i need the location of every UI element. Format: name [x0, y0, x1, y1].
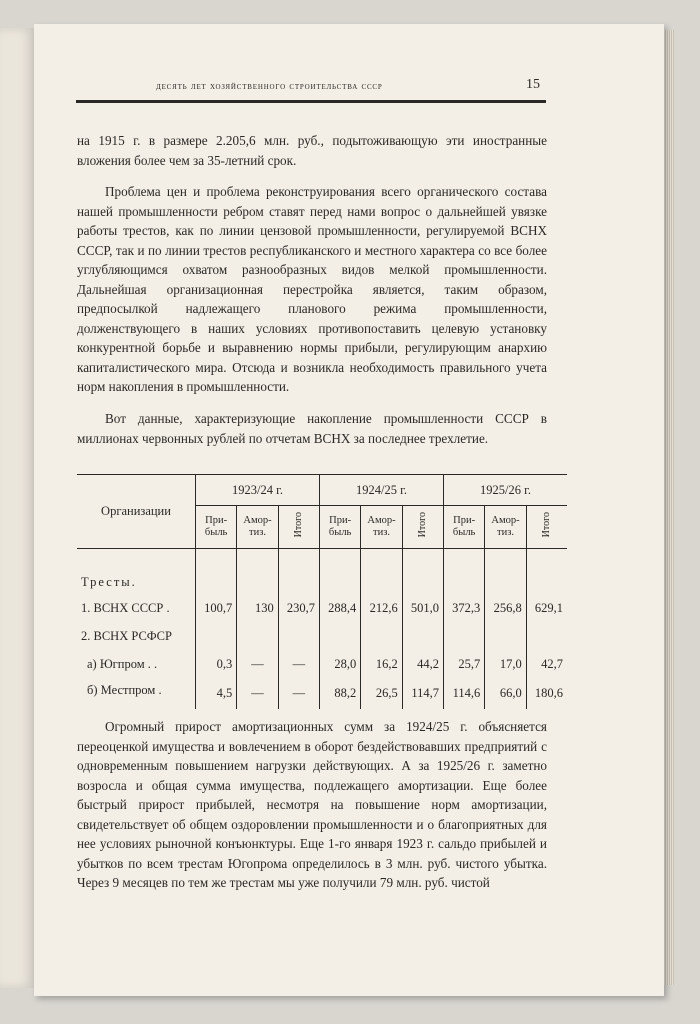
table-cell: 88,2 — [320, 679, 361, 709]
table-cell: 114,6 — [444, 679, 485, 709]
table-cell: 180,6 — [526, 679, 567, 709]
col-profit-1: При- быль — [196, 506, 237, 549]
col-total-2: Итого — [402, 506, 443, 549]
table-cell: 66,0 — [485, 679, 526, 709]
table-row — [77, 549, 567, 595]
page-stack-edge — [664, 30, 674, 985]
table-cell: 25,7 — [444, 651, 485, 679]
table-cell: 28,0 — [320, 651, 361, 679]
table-cell: 0,3 — [196, 651, 237, 679]
table-cell: 130 — [237, 595, 278, 623]
paragraph-2: Проблема цен и проблема реконструирования всего органического состава нашей промышленности ребром ставят перед нами вопрос о дальнейшей увязке работы трестов, как по линии цензовой промышленности, регулируемой ВСНХ СССР, так и по линии трестов республиканского и местного характера со все более углубляющимся охватом разнообразных видов мелкой промышленности. Дальнейшая организационная перестройка является, таким образом, предпосылкой надлежащего планового режима промышленности, долженствующего в наших условиях противопоставить целевую установку конкурентной борьбе и выравнению нормы прибыли, регулирующим анархию капиталистического мира. Отсюда и возникла необходимость правильного учета норм накопления в промышленности. — [77, 184, 547, 394]
table-row — [77, 595, 567, 623]
col-total-1: Итого — [278, 506, 319, 549]
table-cell: 100,7 — [196, 595, 237, 623]
row-label: 2. ВСНХ РСФСР — [81, 629, 172, 643]
year-header-2: 1924/25 г. — [320, 475, 444, 506]
col-amort-2: Амор- тиз. — [361, 506, 402, 549]
col-profit-3: При- быль — [444, 506, 485, 549]
paragraph-1: на 1915 г. в размере 2.205,6 млн. руб., подытоживающую эти иностранные вложения более чем за 35-летний срок. — [77, 133, 547, 168]
table-cell: 114,7 — [402, 679, 443, 709]
table-cell: 17,0 — [485, 651, 526, 679]
accumulation-table — [77, 474, 567, 709]
row-label: б) Местпром . — [87, 683, 162, 697]
table-cell: 256,8 — [485, 595, 526, 623]
table-cell: 501,0 — [402, 595, 443, 623]
table-cell: — — [237, 651, 278, 679]
org-column-header: Организации — [77, 475, 196, 549]
table-row — [77, 623, 567, 651]
running-header — [76, 76, 546, 103]
table-cell: — — [278, 679, 319, 709]
table-cell: 288,4 — [320, 595, 361, 623]
table-cell: 44,2 — [402, 651, 443, 679]
table-cell: 16,2 — [361, 651, 402, 679]
year-header-1: 1923/24 г. — [196, 475, 320, 506]
row-label: а) Югпром . . — [87, 657, 158, 671]
facing-page-edge — [0, 28, 35, 988]
table-cell: 42,7 — [526, 651, 567, 679]
paragraph-3: Вот данные, характеризующие накопление промышленности СССР в миллионах червонных рублей по отчетам ВСНХ за последнее трехлетие. — [77, 411, 547, 446]
table-cell: — — [278, 651, 319, 679]
table-row — [77, 651, 567, 679]
table-cell: 230,7 — [278, 595, 319, 623]
table-cell: 372,3 — [444, 595, 485, 623]
col-profit-2: При- быль — [320, 506, 361, 549]
col-total-3: Итого — [526, 506, 567, 549]
year-header-3: 1925/26 г. — [444, 475, 568, 506]
paragraph-4: Огромный прирост амортизационных сумм за 1924/25 г. объясняется переоценкой имущества и вовлечением в оборот бездействовавших предприятий с одновременным повышением нагрузки действующих. А за 1925/26 г. заметно возросла и общая сумма имущества, подлежащего амортизации. Еще более быстрый прирост прибылей, несмотря на повышение норм амортизации, свидетельствует об общем оздоровлении промышленности и о благоприятных для нее условиях рыночной конъюнктуры. Еще 1-го января 1923 г. сальдо прибылей и убытков по всем трестам Югопрома определилось в 3 млн. руб. чистого убытка. Через 9 месяцев по тем же трестам мы уже получили 79 млн. руб. чистой — [77, 719, 547, 890]
table-cell: 4,5 — [196, 679, 237, 709]
table-row — [77, 679, 567, 709]
col-amort-3: Амор- тиз. — [485, 506, 526, 549]
page-number: 15 — [526, 77, 540, 92]
table-cell: 629,1 — [526, 595, 567, 623]
table-cell: — — [237, 679, 278, 709]
group-label: Тресты. — [81, 575, 137, 590]
col-amort-1: Амор- тиз. — [237, 506, 278, 549]
table-cell: 212,6 — [361, 595, 402, 623]
running-header-title: десять лет хозяйственного строительства ссср — [156, 81, 383, 92]
row-label: 1. ВСНХ СССР . — [81, 601, 170, 615]
table-cell: 26,5 — [361, 679, 402, 709]
